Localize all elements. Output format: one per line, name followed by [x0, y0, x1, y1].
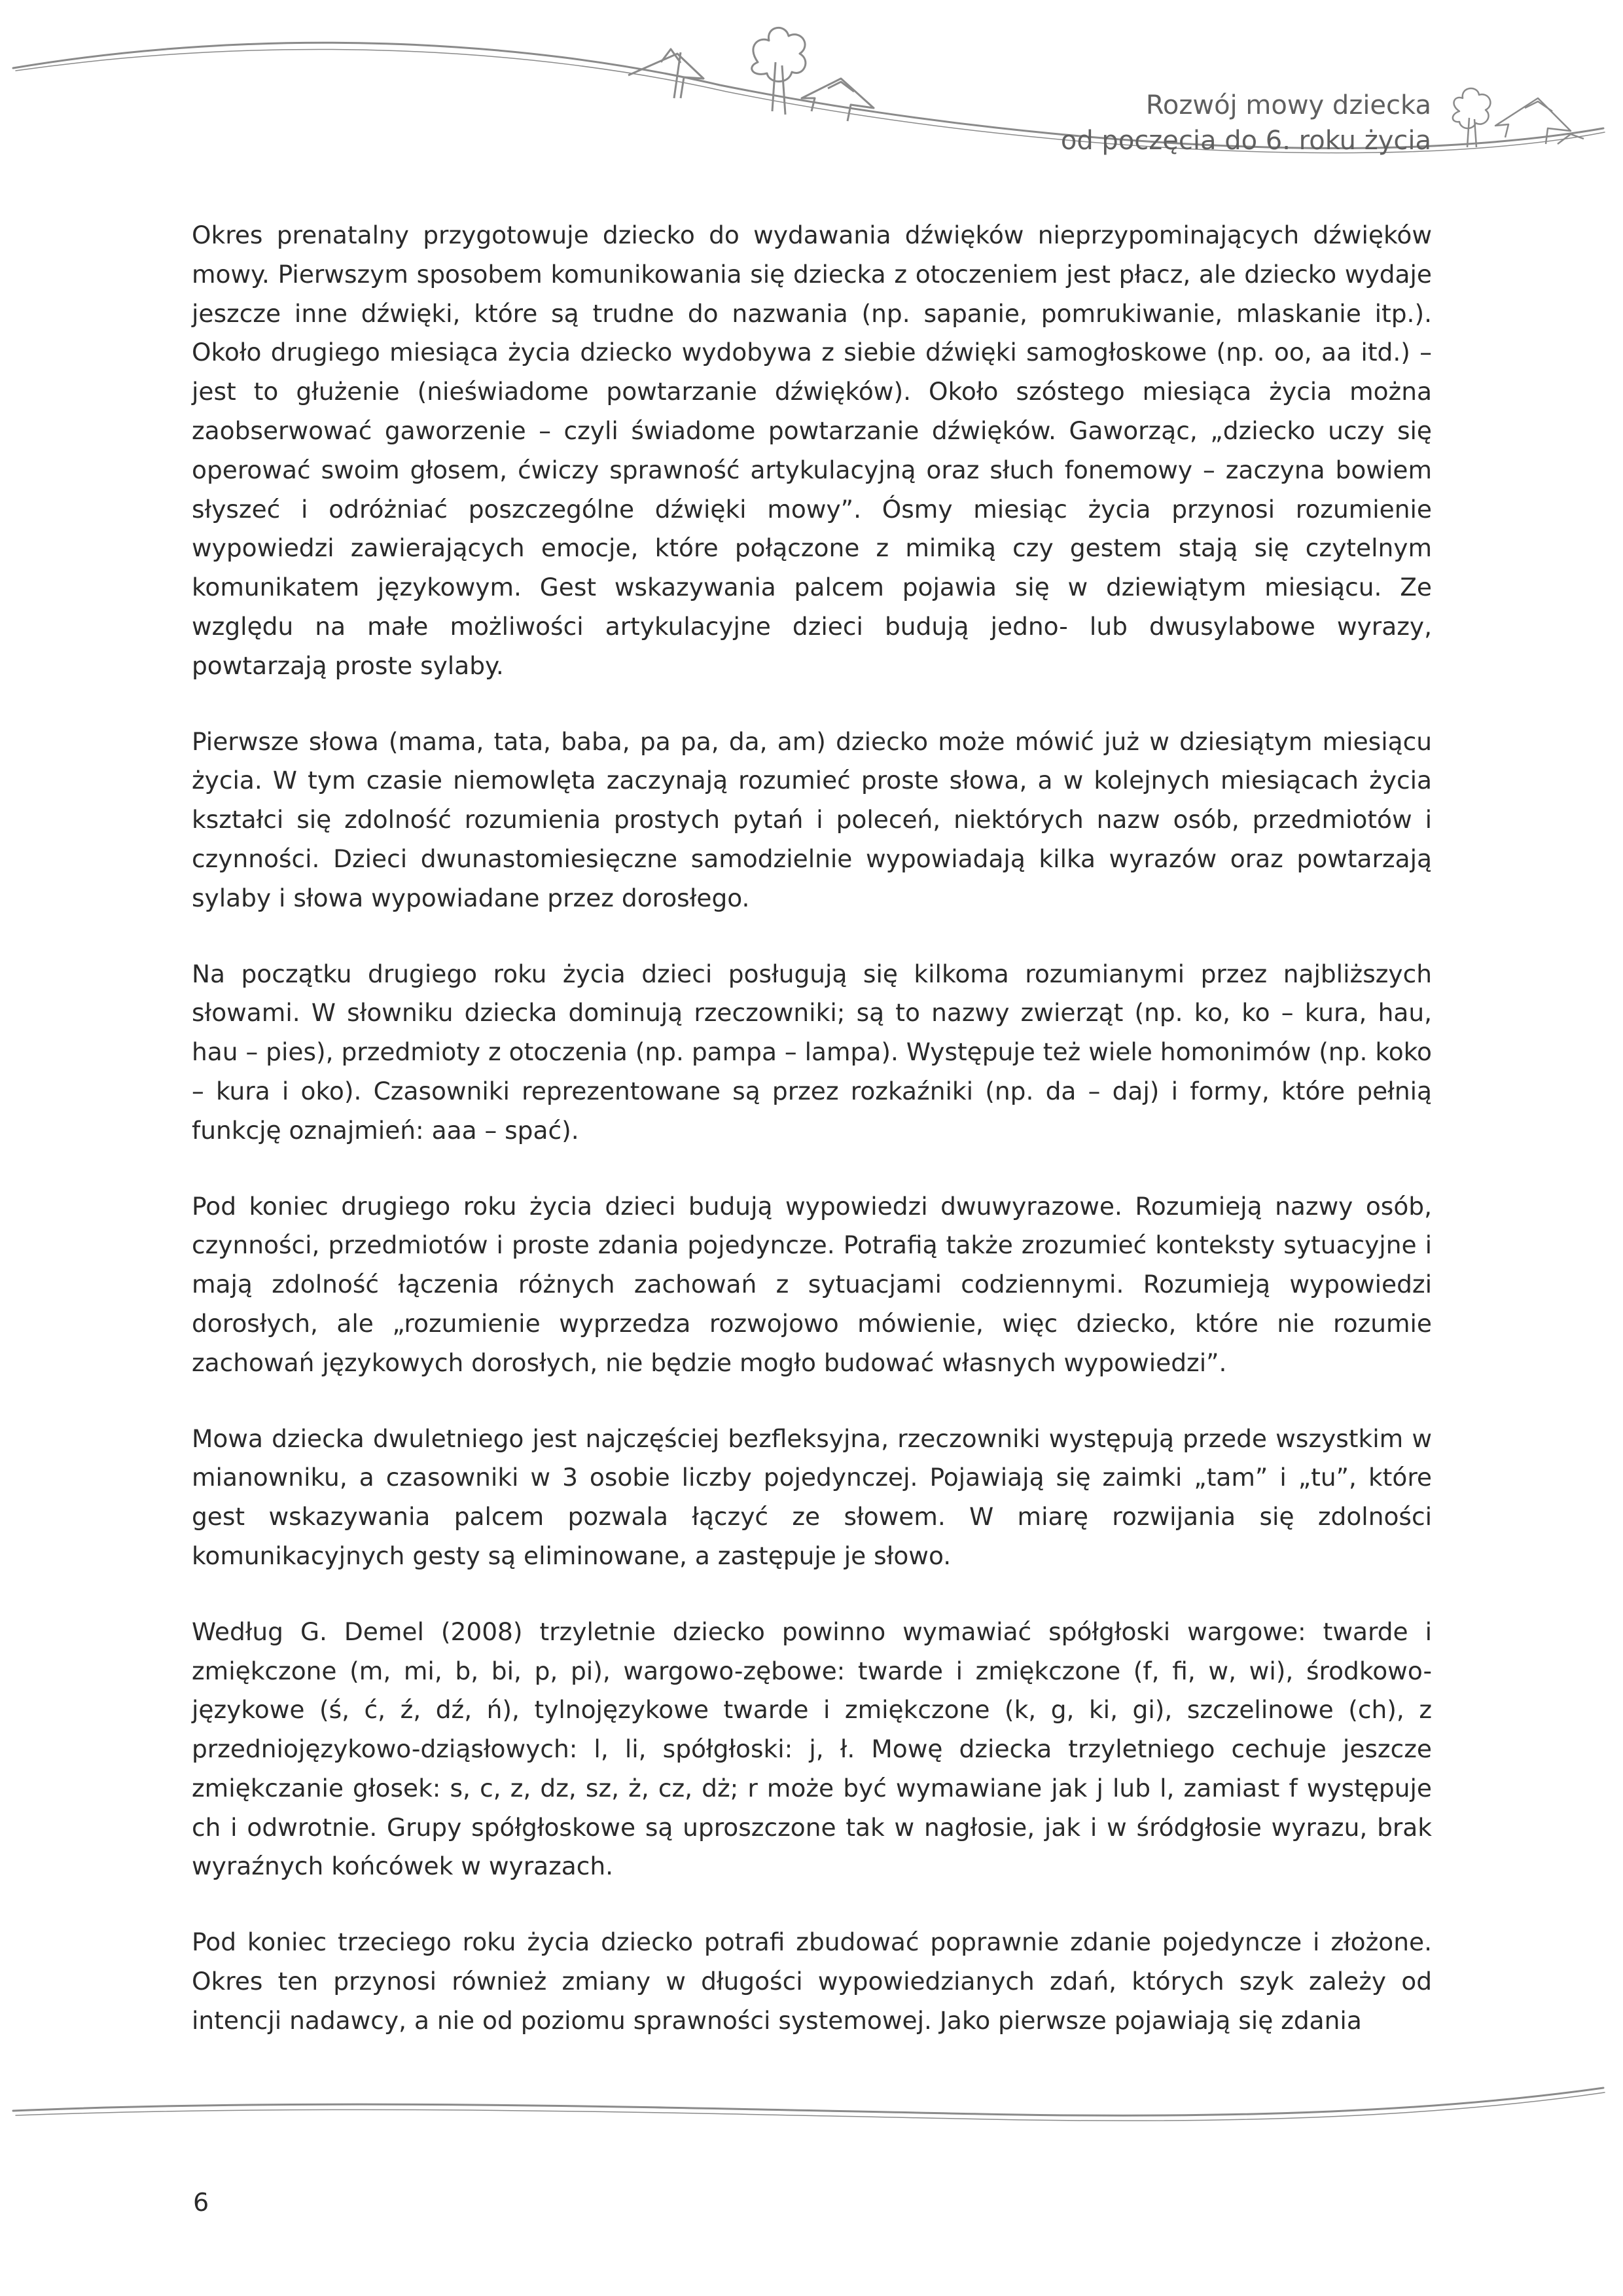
- tree-icon: [1453, 88, 1491, 147]
- paragraph: Mowa dziecka dwuletniego jest najczęściej bezfleksyjna, rzeczowniki występują przede wszystkim w mianowniku, a czasowniki w 3 osobie liczby pojedynczej. Pojawiają się zaimki „tam” i „tu”, które gest wskazywania palcem pozwala łączyć ze słowem. W miarę rozwijania się zdolności komunikacyjnych gesty są eliminowane, a zastępuje je słowo.: [192, 1424, 1432, 1570]
- page-body: [192, 216, 1432, 2077]
- running-header: [1061, 88, 1431, 158]
- paragraph: Pod koniec trzeciego roku życia dziecko potrafi zbudować poprawnie zdanie pojedyncze i złożone. Okres ten przynosi również zmiany w długości wypowiedzianych zdań, których szyk zależy od intencji nadawcy, a nie od poziomu sprawności systemowej. Jako pierwsze pojawiają się zdania: [192, 1928, 1432, 2035]
- paragraph: Okres prenatalny przygotowuje dziecko do wydawania dźwięków nieprzypominających dźwięków mowy. Pierwszym sposobem komunikowania się dziecka z otoczeniem jest płacz, ale dziecko wydaje jeszcze inne dźwięki, które są trudne do nazwania (np. sapanie, pomrukiwanie, mlaskanie itp.). Około drugiego miesiąca życia dziecko wydobywa z siebie dźwięki samogłoskowe (np. oo, aa itd.) – jest to głużenie (nieświadome powtarzanie dźwięków). Około szóstego miesiąca życia można zaobserwować gaworzenie – czyli świadome powtarzanie dźwięków. Gaworząc, „dziecko uczy się operować swoim głosem, ćwiczy sprawność artykulacyjną oraz słuch fonemowy – zaczyna bowiem słyszeć i odróżniać poszczególne dźwięki mowy”. Ósmy miesiąc życia przynosi rozumienie wypowiedzi zawierających emocje, które połączone z mimiką czy gestem stają się czytelnym komunikatem językowym. Gest wskazywania palcem pojawia się w dziewiątym miesiącu. Ze względu na małe możliwości artykulacyjne dzieci budują jedno- lub dwusylabowe wyrazy, powtarzają proste sylaby.: [192, 221, 1432, 680]
- tree-icon: [802, 79, 874, 121]
- footer-decoration: [0, 2075, 1623, 2153]
- page-number: 6: [193, 2188, 209, 2217]
- paragraph: Na początku drugiego roku życia dzieci posługują się kilkoma rozumianymi przez najbliższych słowami. W słowniku dziecka dominują rzeczowniki; są to nazwy zwierząt (np. ko, ko – kura, hau, hau – pies), przedmioty z otoczenia (np. pampa – lampa). Występuje też wiele homonimów (np. koko – kura i oko). Czasowniki reprezentowane są przez rozkaźniki (np. da – daj) i formy, które pełnią funkcję oznajmień: aaa – spać).: [192, 959, 1432, 1145]
- paragraph: Według G. Demel (2008) trzyletnie dziecko powinno wymawiać spółgłoski wargowe: twarde i zmiękczone (m, mi, b, bi, p, pi), wargowo-zębowe: twarde i zmiękczone (f, fi, w, wi), środkowo-językowe (ś, ć, ź, dź, ń), tylnojęzykowe twarde i zmiękczone (k, g, ki, gi), szczelinowe (ch), z przedniojęzykowo-dziąsłowych: l, li, spółgłoski: j, ł. Mowę dziecka trzyletniego cechuje jeszcze zmiękczanie głosek: s, c, z, dz, sz, ż, cz, dż; r może być wymawiane jak j lub l, zamiast f występuje ch i odwrotnie. Grupy spółgłoskowe są uproszczone tak w nagłosie, jak i w śródgłosie wyrazu, brak wyraźnych końcówek w wyrazach.: [192, 1617, 1432, 1881]
- running-header-subtitle: od poczęcia do 6. roku życia: [1060, 126, 1431, 156]
- paragraph: Pod koniec drugiego roku życia dzieci budują wypowiedzi dwuwyrazowe. Rozumieją nazwy osób, czynności, przedmiotów i proste zdania pojedyncze. Potrafią także zrozumieć konteksty sytuacyjne i mają zdolność łączenia różnych zachowań z sytuacjami codziennymi. Rozumieją wypowiedzi dorosłych, ale „rozumienie wyprzedza rozwojowo mówienie, więc dziecko, które nie rozumie zachowań językowych dorosłych, nie będzie mogło budować własnych wypowiedzi”.: [192, 1191, 1432, 1377]
- running-header-title: Rozwój mowy dziecka: [1145, 90, 1431, 120]
- paragraph: Pierwsze słowa (mama, tata, baba, pa pa, da, am) dziecko może mówić już w dziesiątym miesiącu życia. W tym czasie niemowlęta zaczynają rozumieć proste słowa, a w kolejnych miesiącach życia kształci się zdolność rozumienia prostych pytań i poleceń, niektórych nazw osób, przedmiotów i czynności. Dzieci dwunastomiesięczne samodzielnie wypowiadają kilka wyrazów oraz powtarzają sylaby i słowa wypowiadane przez dorosłego.: [192, 726, 1432, 912]
- tree-icon: [1495, 98, 1584, 144]
- tree-icon: [752, 27, 806, 115]
- tree-icon: [628, 49, 704, 98]
